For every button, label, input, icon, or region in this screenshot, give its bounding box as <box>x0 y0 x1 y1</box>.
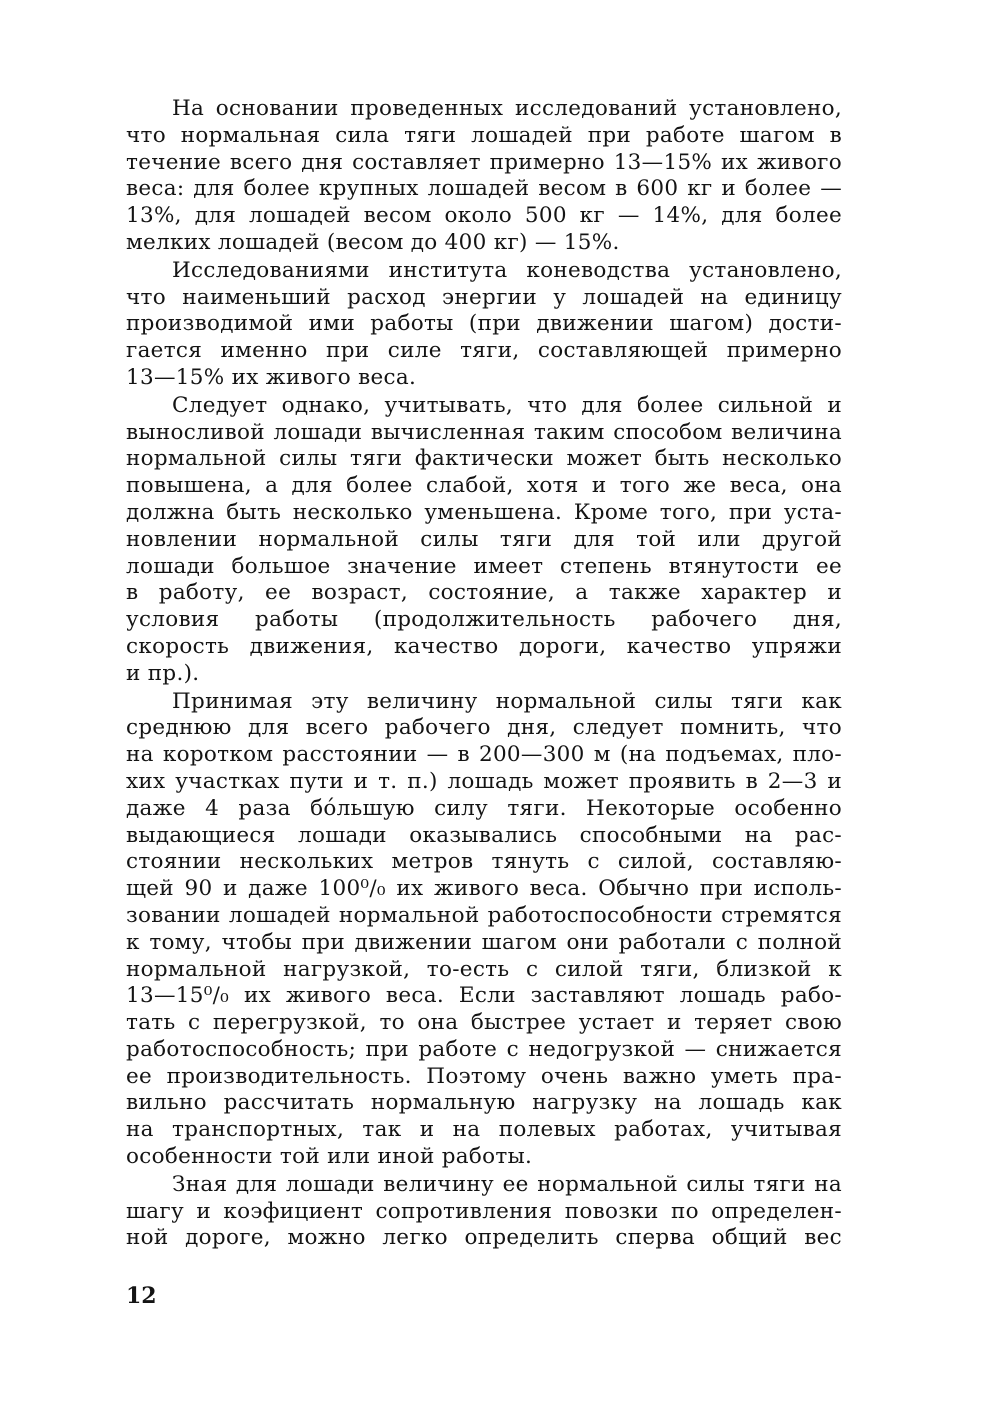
text-line: на транспортных, так и на полевых работах, учитывая <box>126 1117 842 1143</box>
text-line: особенности той или иной работы. <box>126 1144 533 1170</box>
text-line: среднюю для всего рабочего дня, следует помнить, что <box>126 715 842 741</box>
text-line: условия работы (продолжительность рабочего дня, <box>126 607 842 633</box>
text-line: нормальной нагрузкой, то-есть с силой тяги, близкой к <box>126 956 842 982</box>
paragraph <box>126 1172 842 1252</box>
paragraph <box>126 393 842 688</box>
text-line: что наименьший расход энергии у лошадей на единицу <box>126 284 842 310</box>
text-line: 13—15% их живого веса. <box>126 364 417 390</box>
text-line: Принимая эту величину нормальной силы тяги как <box>172 688 842 714</box>
text-line: ной дороге, можно легко определить сперва общий вес <box>126 1225 842 1251</box>
text-line: что нормальная сила тяги лошадей при работе шагом в <box>126 122 842 148</box>
text-line: выносливой лошади вычисленная таким способом величина <box>126 419 842 445</box>
text-line: и пр.). <box>126 660 200 686</box>
text-line: Следует однако, учитывать, что для более сильной и <box>172 392 842 418</box>
paragraph <box>126 258 842 392</box>
text-line: течение всего дня составляет примерно 13—15% их живого <box>126 149 842 175</box>
text-line: стоянии нескольких метров тянуть с силой, составляю- <box>126 849 842 875</box>
text-line: к тому, чтобы при движении шагом они работали с полной <box>126 929 842 955</box>
text-line: в работу, ее возраст, состояние, а также характер и <box>126 580 842 606</box>
text-line: выдающиеся лошади оказывались способными на рас- <box>126 822 842 848</box>
text-line: нормальной силы тяги фактически может быть несколько <box>126 446 842 472</box>
text-line: вильно рассчитать нормальную нагрузку на лошадь как <box>126 1090 842 1116</box>
text-line: гается именно при силе тяги, составляющей примерно <box>126 338 842 364</box>
text-line: На основании проведенных исследований установлено, <box>172 96 842 121</box>
text-line: повышена, а для более слабой, хотя и того же веса, она <box>126 473 842 499</box>
text-line: шагу и коэфициент сопротивления повозки по определен- <box>126 1198 842 1224</box>
text-line: скорость движения, качество дороги, качество упряжи <box>126 633 842 659</box>
text-line: веса: для более крупных лошадей весом в 600 кг и более — <box>126 176 842 202</box>
body-text <box>126 96 842 1252</box>
text-line: даже 4 раза бо́льшую силу тяги. Некоторые особенно <box>126 795 842 821</box>
page-number: 12 <box>126 1283 157 1309</box>
text-line: зовании лошадей нормальной работоспособности стремятся <box>126 902 842 928</box>
text-line: Исследованиями института коневодства установлено, <box>172 257 842 283</box>
text-line: новлении нормальной силы тяги для той или другой <box>126 526 842 552</box>
text-line: тать с перегрузкой, то она быстрее устает и теряет свою <box>126 1010 842 1036</box>
text-line: 13%, для лошадей весом около 500 кг — 14%, для более <box>126 203 842 229</box>
text-line: щей 90 и даже 100⁰/₀ их живого веса. Обычно при исполь- <box>126 876 842 902</box>
text-line: лошади большое значение имеет степень втянутости ее <box>126 553 842 579</box>
paragraph <box>126 689 842 1171</box>
text-line: Зная для лошади величину ее нормальной силы тяги на <box>172 1171 842 1197</box>
text-line: должна быть несколько уменьшена. Кроме того, при уста- <box>126 499 842 525</box>
text-line: производимой ими работы (при движении шагом) дости- <box>126 311 842 337</box>
text-line: работоспособность; при работе с недогрузкой — снижается <box>126 1036 842 1062</box>
text-line: хих участках пути и т. п.) лошадь может проявить в 2—3 и <box>126 768 842 794</box>
text-line: мелких лошадей (весом до 400 кг) — 15%. <box>126 229 620 255</box>
text-line: на коротком расстоянии — в 200—300 м (на подъемах, пло- <box>126 742 842 768</box>
paragraph <box>126 96 842 257</box>
text-line: ее производительность. Поэтому очень важно уметь пра- <box>126 1063 842 1089</box>
text-line: 13—15⁰/₀ их живого веса. Если заставляют лошадь рабо- <box>126 983 842 1009</box>
